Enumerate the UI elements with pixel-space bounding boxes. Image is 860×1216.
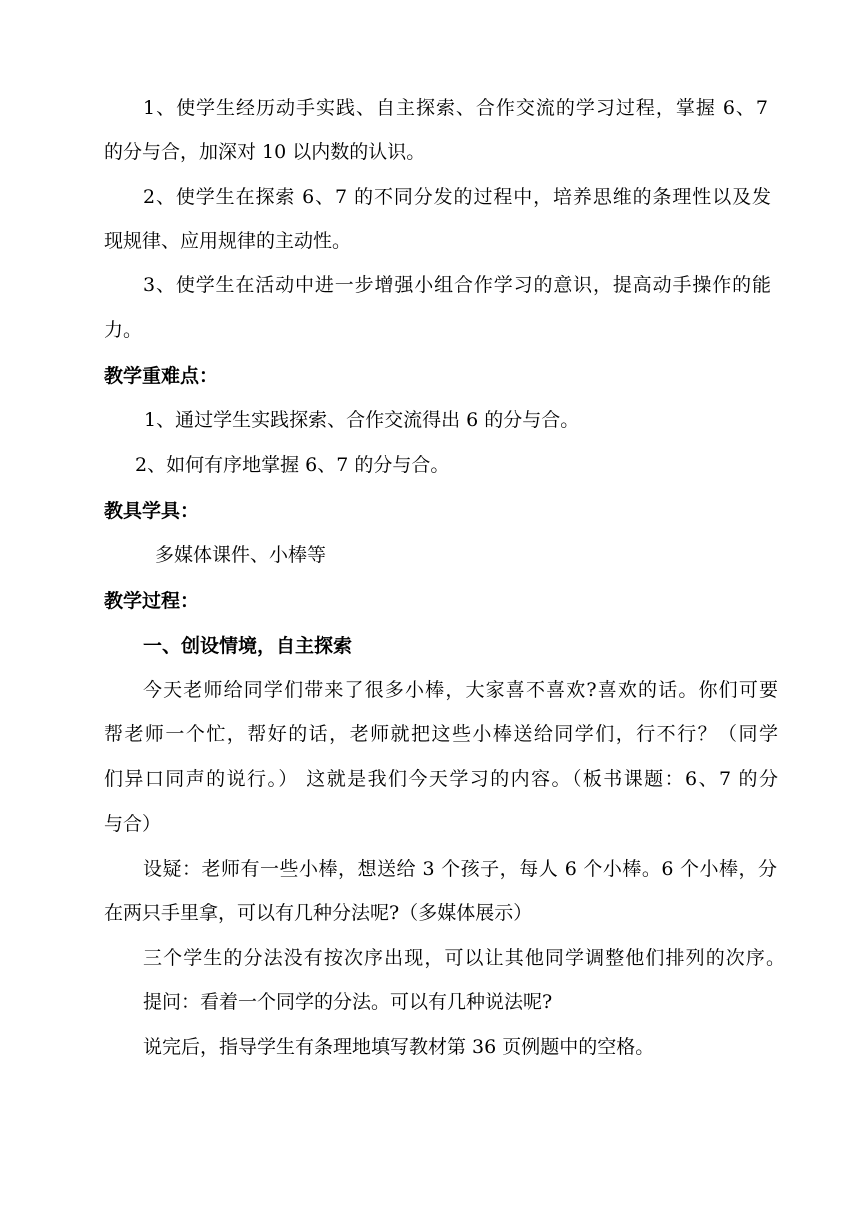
objective-2-line-2: 现规律、应用规律的主动性。	[104, 230, 352, 252]
key-point-item-1: 1、通过学生实践探索、合作交流得出 6 的分与合。	[144, 409, 580, 431]
objective-1-line-2: 的分与合，加深对 10 以内数的认识。	[104, 141, 426, 163]
key-point-item-2: 2、如何有序地掌握 6、7 的分与合。	[135, 454, 450, 476]
objective-2-line-1: 2、使学生在探索 6、7 的不同分发的过程中，培养思维的条理性以及发	[143, 186, 771, 208]
para-2-line-1: 设疑：老师有一些小棒，想送给 3 个孩子，每人 6 个小棒。6 个小棒，分	[143, 858, 777, 880]
tools-text: 多媒体课件、小棒等	[155, 544, 327, 566]
process-heading: 教学过程：	[104, 590, 200, 612]
para-3: 三个学生的分法没有按次序出现，可以让其他同学调整他们排列的次序。	[143, 947, 785, 969]
para-1-line-3: 们异口同声的说行。） 这就是我们今天学习的内容。（板书课题：6、7 的分	[104, 768, 778, 790]
para-2-line-2: 在两只手里拿，可以有几种分法呢?（多媒体展示）	[104, 902, 533, 924]
objective-1-line-1: 1、使学生经历动手实践、自主探索、合作交流的学习过程，掌握 6、7	[143, 97, 768, 119]
para-1-line-2: 帮老师一个忙，帮好的话，老师就把这些小棒送给同学们，行不行？（同学	[104, 723, 778, 745]
para-5: 说完后，指导学生有条理地填写教材第 36 页例题中的空格。	[143, 1036, 655, 1058]
objective-3-line-2: 力。	[104, 319, 143, 341]
objective-3-line-1: 3、使学生在活动中进一步增强小组合作学习的意识，提高动手操作的能	[143, 274, 771, 296]
para-1-line-1: 今天老师给同学们带来了很多小棒，大家喜不喜欢?喜欢的话。你们可要	[143, 679, 778, 701]
para-1-line-4: 与合）	[104, 813, 162, 835]
section-1-title: 一、创设情境，自主探索	[143, 635, 353, 657]
tools-heading: 教具学具：	[104, 500, 200, 522]
key-points-heading: 教学重难点：	[104, 365, 219, 387]
para-4: 提问：看着一个同学的分法。可以有几种说法呢?	[143, 991, 553, 1013]
